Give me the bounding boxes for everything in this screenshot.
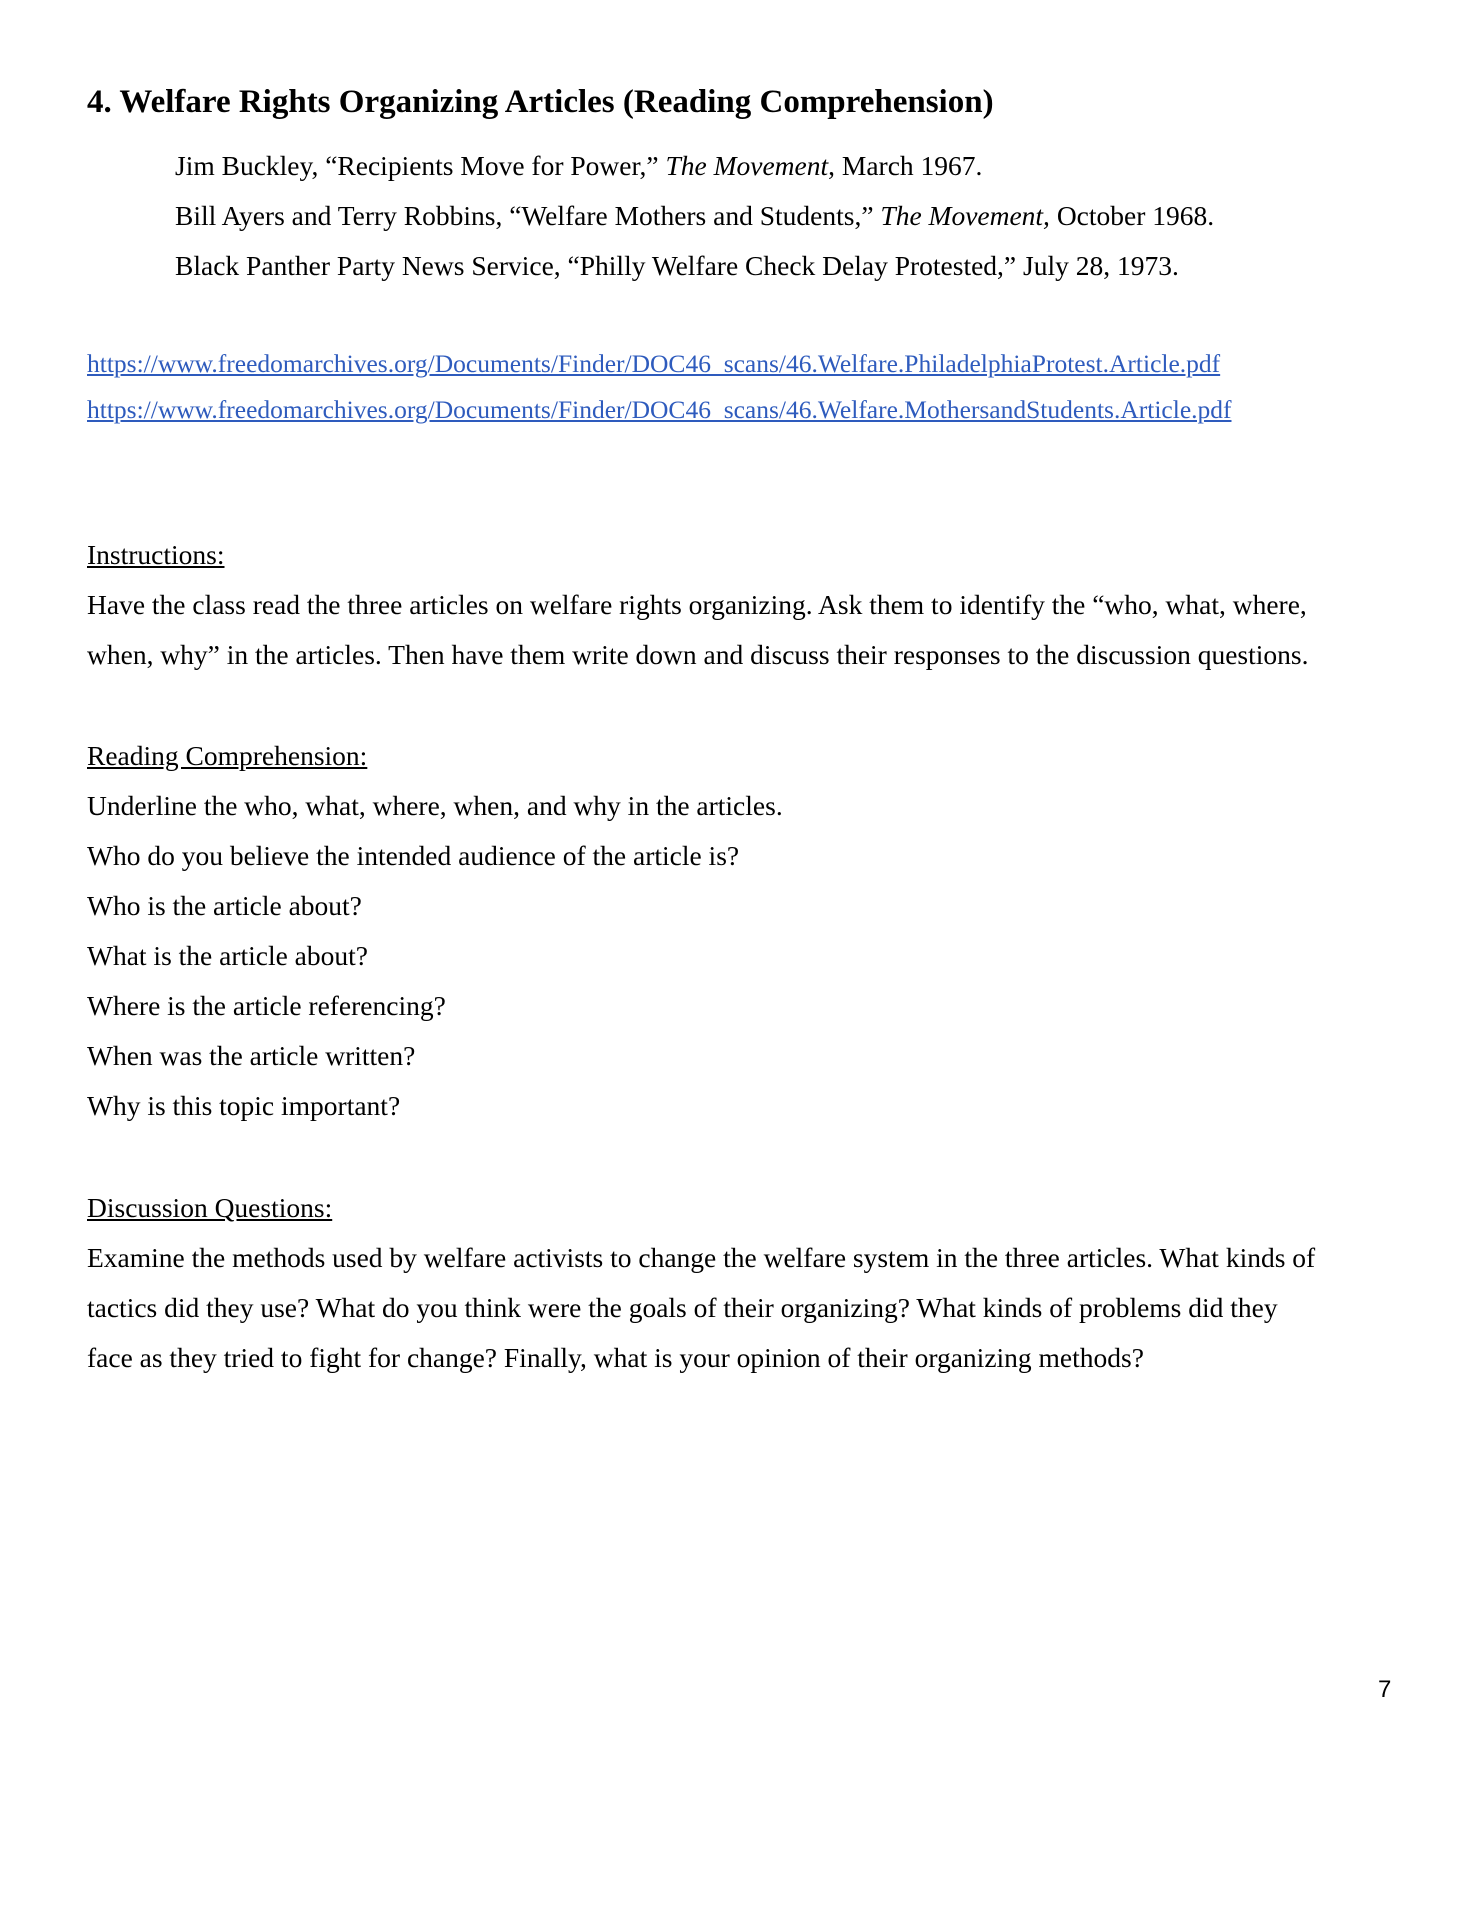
comprehension-item: When was the article written? — [87, 1040, 416, 1071]
link-list — [87, 341, 1232, 433]
comprehension-item: Where is the article referencing? — [87, 990, 446, 1021]
citation-date: , March 1967. — [828, 150, 983, 181]
discussion-section — [87, 1183, 1407, 1383]
comprehension-item: Why is this topic important? — [87, 1090, 401, 1121]
discussion-line: face as they tried to fight for change? Finally, what is your opinion of their organizing methods? — [87, 1342, 1144, 1373]
citation-item — [175, 191, 1214, 241]
citation-source: The Movement, — [880, 200, 1050, 231]
comprehension-item: Who is the article about? — [87, 890, 362, 921]
article-link-philadelphia-protest[interactable]: https://www.freedomarchives.org/Documents/Finder/DOC46_scans/46.Welfare.PhiladelphiaProtest.Article.pdf — [87, 349, 1221, 378]
citation-text: Bill Ayers and Terry Robbins, “Welfare Mothers and Students,” — [175, 200, 881, 231]
discussion-line: tactics did they use? What do you think were the goals of their organizing? What kinds of problems did they — [87, 1292, 1278, 1323]
comprehension-item: What is the article about? — [87, 940, 368, 971]
article-link-mothers-and-students[interactable]: https://www.freedomarchives.org/Documents/Finder/DOC46_scans/46.Welfare.MothersandStudents.Article.pdf — [87, 395, 1232, 424]
citation-source: The Movement — [665, 150, 829, 181]
discussion-title: Discussion Questions: — [87, 1192, 333, 1223]
citation-list — [175, 141, 1214, 291]
instructions-section — [87, 530, 1407, 680]
instructions-line: when, why” in the articles. Then have them write down and discuss their responses to the discussion questions. — [87, 639, 1309, 670]
reading-comprehension-title: Reading Comprehension: — [87, 740, 368, 771]
citation-text: Jim Buckley, “Recipients Move for Power,” — [175, 150, 666, 181]
instructions-line: Have the class read the three articles on welfare rights organizing. Ask them to identify the “who, what, where, — [87, 589, 1307, 620]
reading-comprehension-section — [87, 731, 1407, 1131]
citation-date: October 1968. — [1049, 200, 1215, 231]
citation-item — [175, 141, 1214, 191]
comprehension-item: Underline the who, what, where, when, and why in the articles. — [87, 790, 783, 821]
instructions-title: Instructions: — [87, 539, 225, 570]
citation-item — [175, 241, 1214, 291]
comprehension-item: Who do you believe the intended audience of the article is? — [87, 840, 740, 871]
page-title: 4. Welfare Rights Organizing Articles (Reading Comprehension) — [87, 84, 994, 120]
discussion-line: Examine the methods used by welfare activists to change the welfare system in the three articles. What kinds of — [87, 1242, 1316, 1273]
page-number: 7 — [1378, 1676, 1392, 1703]
citation-text: Black Panther Party News Service, “Philly Welfare Check Delay Protested,” July 28, 1973. — [175, 250, 1179, 281]
